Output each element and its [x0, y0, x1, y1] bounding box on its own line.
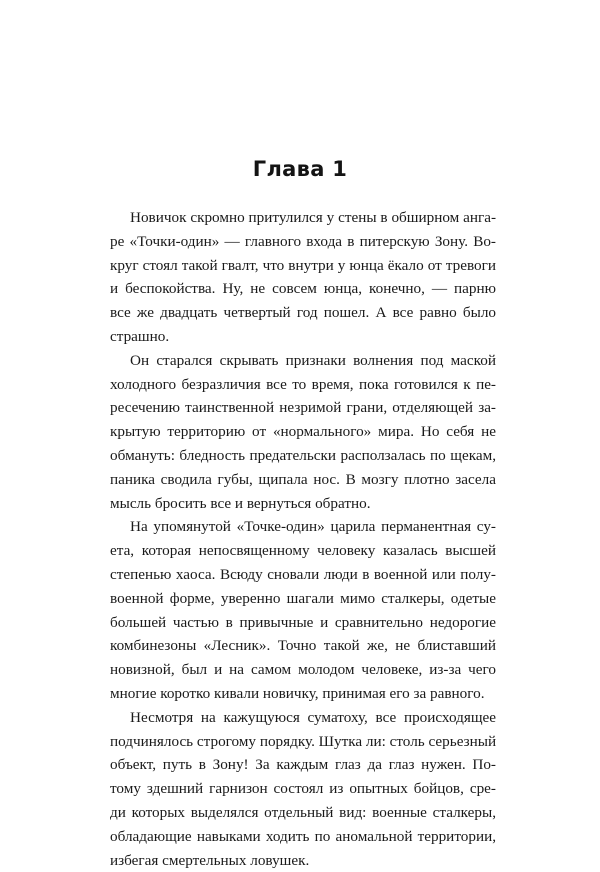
text-line: степенью хаоса. Всюду сновали люди в военной или полу-: [110, 565, 496, 583]
paragraph-1: [110, 206, 496, 349]
text-line: избегая смертельных ловушек.: [110, 851, 310, 869]
text-line: многие коротко кивали новичку, принимая его за равного.: [110, 684, 485, 702]
text-line: паника сводила губы, щипала нос. В мозгу плотно засела: [110, 470, 496, 488]
text-line: новизной, был и на самом молодом человеке, из-за чего: [110, 661, 496, 679]
text-line: обмануть: бледность предательски расползалась по щекам,: [110, 446, 496, 464]
text-line: военной форме, уверенно шагали мимо сталкеры, одетые: [110, 589, 496, 607]
text-line: Он старался скрывать признаки волнения под маской: [130, 351, 496, 369]
paragraph-2: [110, 349, 496, 516]
text-line: круг стоял такой гвалт, что внутри у юнца ёкало от тревоги: [110, 256, 496, 274]
text-line: большей частью в привычные и сравнительно недорогие: [110, 613, 496, 631]
text-line: подчинялось строгому порядку. Шутка ли: столь серьезный: [110, 732, 497, 750]
chapter-title: Глава 1: [252, 157, 348, 181]
text-line: мысль бросить все и вернуться обратно.: [110, 494, 371, 512]
text-line: все же двадцать четвертый год пошел. А все равно было: [110, 304, 496, 322]
text-line: ета, которая непосвященному человеку казалась высшей: [110, 542, 496, 560]
text-line: объект, путь в Зону! За каждым глаз да глаз нужен. По-: [110, 756, 496, 774]
text-line: Несмотря на кажущуюся суматоху, все происходящее: [130, 708, 496, 726]
text-line: холодного безразличия все то время, пока готовился к пе-: [110, 375, 496, 393]
paragraph-4: [110, 706, 496, 872]
text-line: обладающие навыками ходить по аномальной территории,: [110, 827, 496, 845]
text-line: ресечению таинственной незримой грани, отделяющей за-: [110, 399, 496, 417]
text-line: ди которых выделялся отдельный вид: военные сталкеры,: [110, 803, 496, 821]
text-line: На упомянутой «Точке-один» царила перманентная су-: [130, 518, 496, 536]
text-line: Новичок скромно притулился у стены в обширном анга-: [130, 209, 496, 226]
text-line: ре «Точки-один» — главного входа в питерскую Зону. Во-: [110, 232, 496, 250]
text-line: страшно.: [110, 327, 170, 345]
text-line: и беспокойства. Ну, не совсем юнца, конечно, — парню: [110, 280, 496, 298]
text-line: крытую территорию от «нормального» мира. Но себя не: [110, 423, 496, 441]
paragraph-3: [110, 515, 496, 705]
chapter-body: [110, 206, 496, 872]
text-line: тому здешний гарнизон состоял из опытных бойцов, сре-: [110, 780, 496, 798]
text-line: комбинезоны «Лесник». Точно такой же, не блиставший: [110, 637, 496, 655]
